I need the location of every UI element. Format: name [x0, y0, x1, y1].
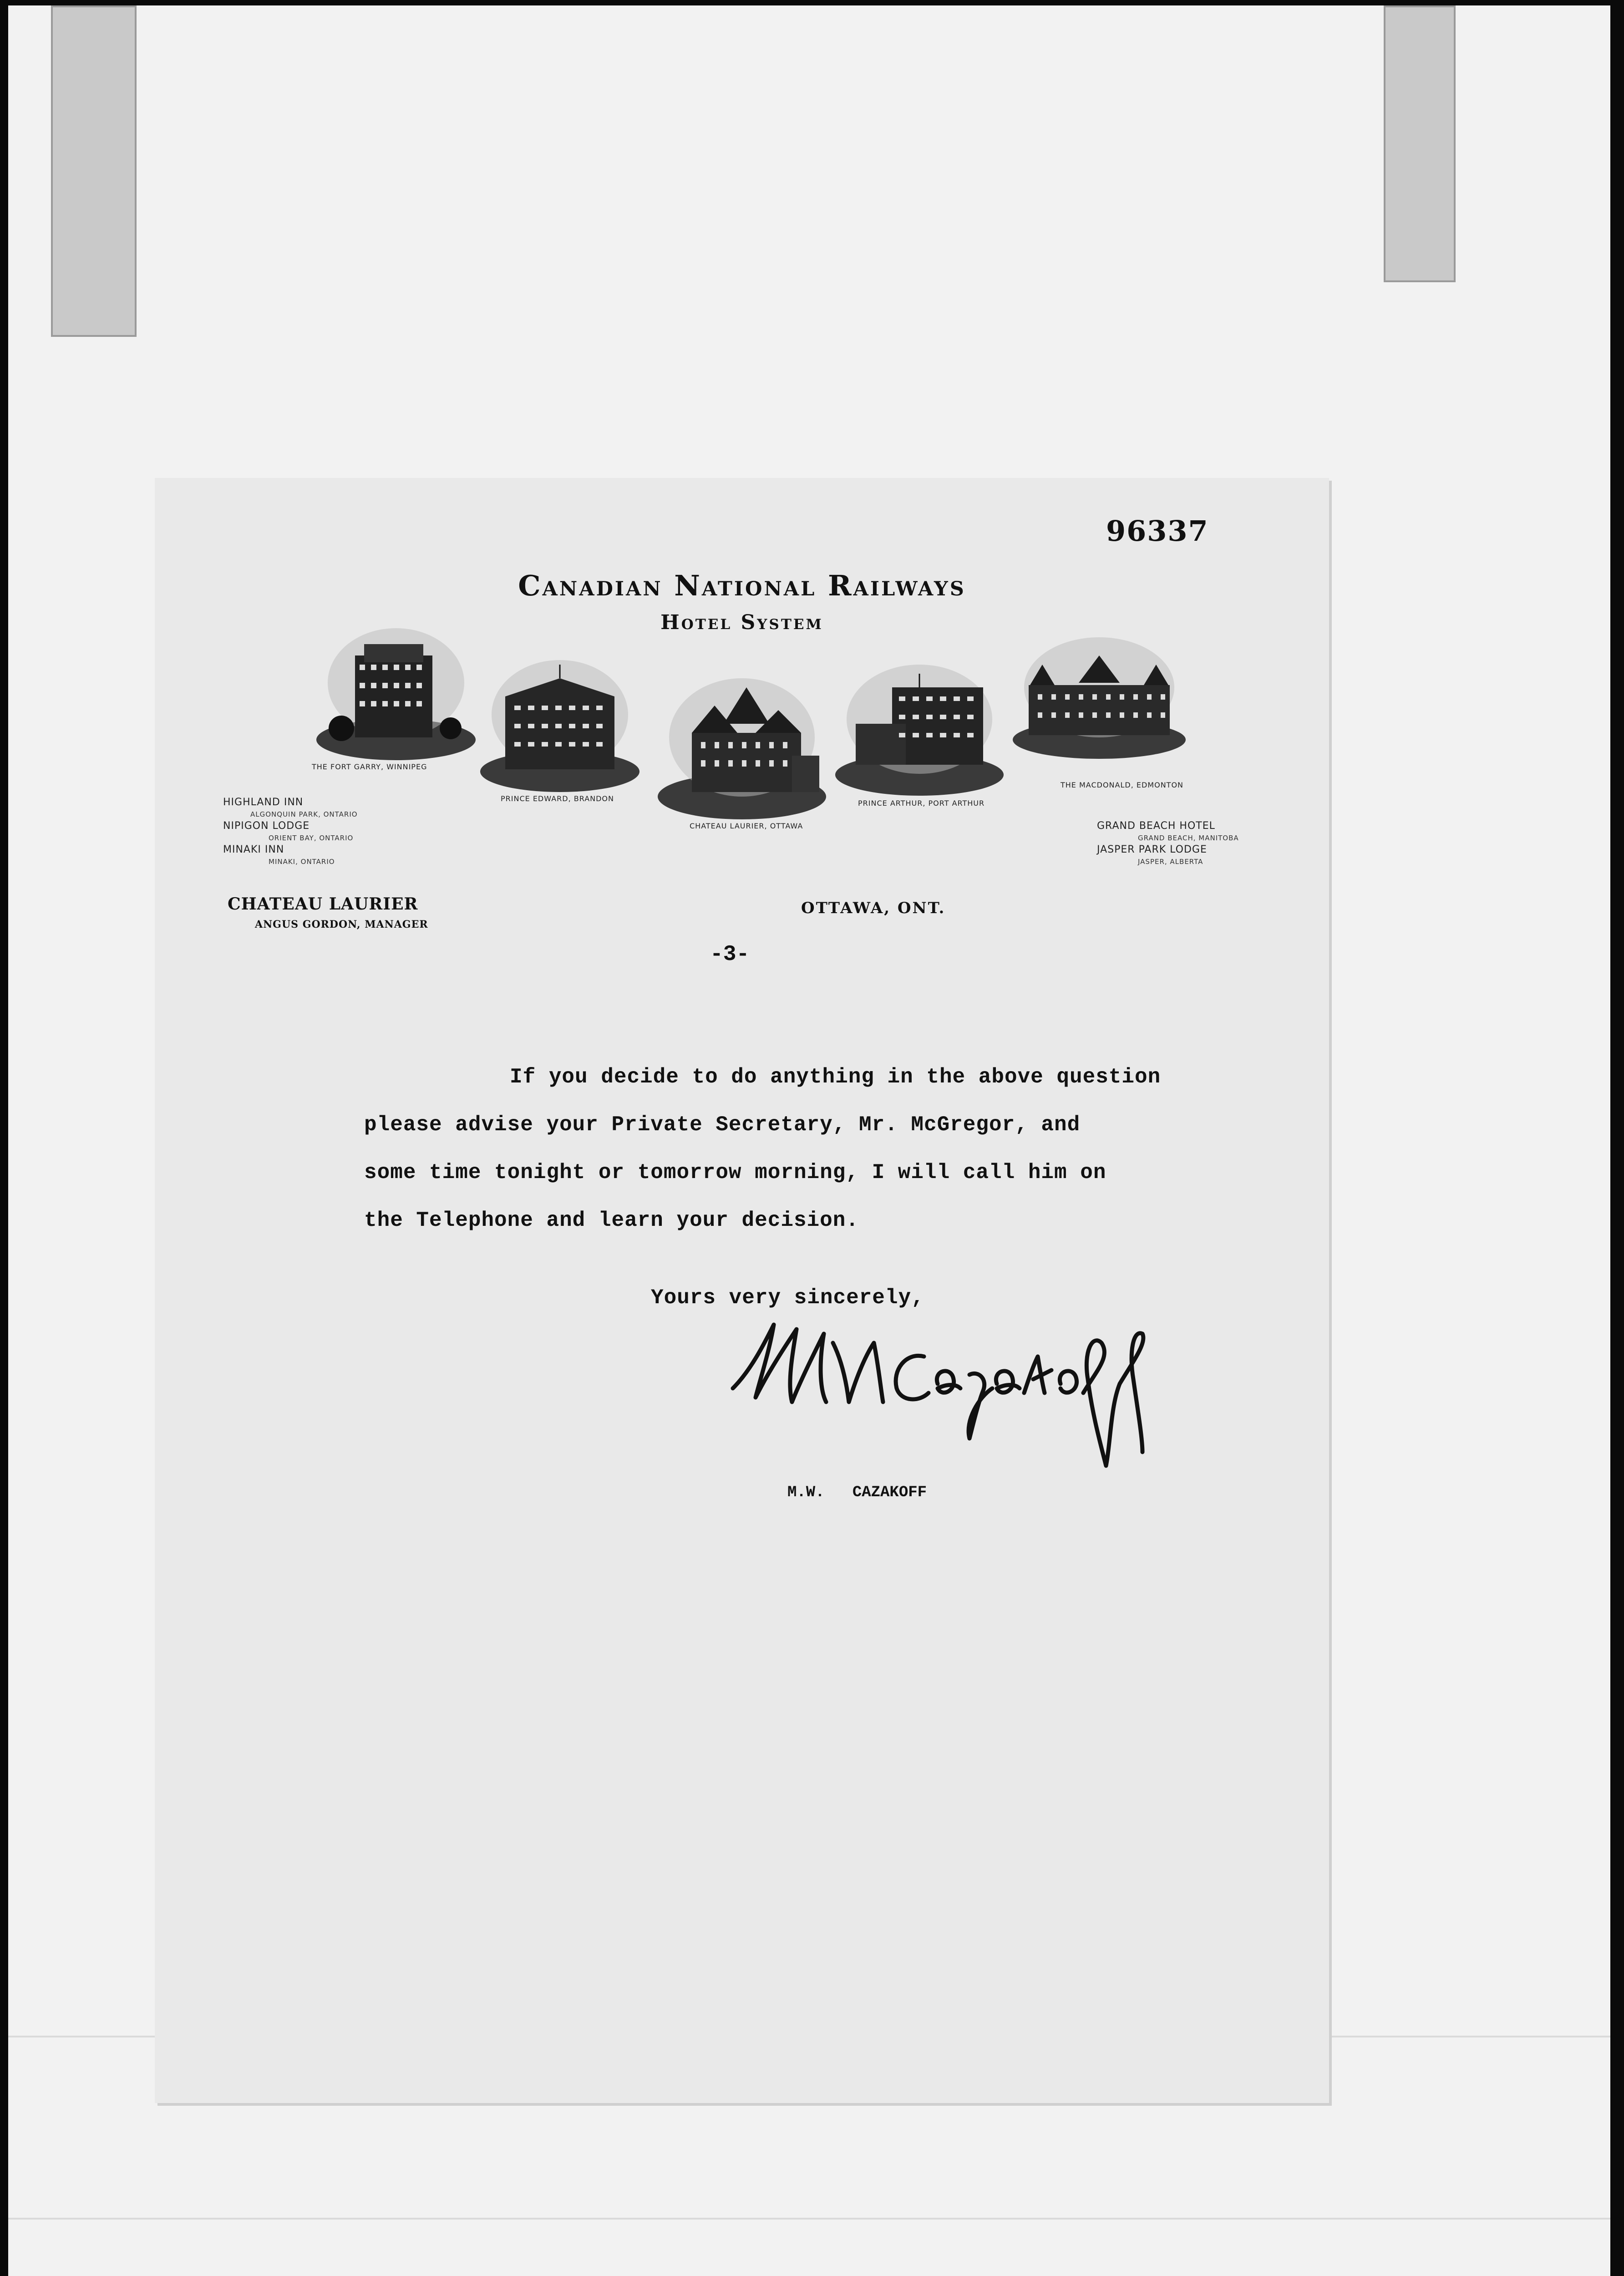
hotel-list-name: NIPIGON LODGE: [223, 820, 310, 832]
letterhead-company: Canadian National Railways: [518, 569, 966, 602]
building-illustration: [1010, 633, 1188, 760]
city-line: OTTAWA, ONT.: [801, 899, 946, 917]
typed-signatory-name: M.W. CAZAKOFF: [787, 1484, 927, 1501]
building-illustration: [655, 669, 828, 819]
vignette-caption: PRINCE ARTHUR, PORT ARTHUR: [858, 799, 985, 808]
tape-strip-right: [1384, 5, 1456, 282]
body-line: please advise your Private Secretary, Mr. McGregor, and: [364, 1113, 1081, 1137]
building-illustration: [478, 655, 642, 792]
vignette-caption: PRINCE EDWARD, BRANDON: [501, 794, 614, 803]
hotel-list-name: GRAND BEACH HOTEL: [1097, 820, 1215, 832]
hotel-list-location: JASPER, ALBERTA: [1138, 858, 1203, 866]
handwritten-signature: [724, 1316, 1224, 1479]
vignette-caption: CHATEAU LAURIER, OTTAWA: [690, 822, 803, 830]
hotel-list-name: HIGHLAND INN: [223, 797, 304, 808]
hotel-vignette: [655, 669, 828, 819]
vignette-caption: THE MACDONALD, EDMONTON: [1061, 781, 1184, 789]
letterhead-system: Hotel System: [660, 611, 823, 634]
vignette-caption: THE FORT GARRY, WINNIPEG: [312, 762, 427, 771]
body-line: the Telephone and learn your decision.: [364, 1209, 859, 1232]
hotel-list-location: GRAND BEACH, MANITOBA: [1138, 834, 1239, 842]
page-number: -3-: [710, 942, 750, 967]
hotel-list-location: ORIENT BAY, ONTARIO: [269, 834, 354, 842]
document-number: 96337: [1106, 514, 1209, 548]
hotel-list-location: MINAKI, ONTARIO: [269, 858, 335, 866]
body-line: some time tonight or tomorrow morning, I will call him on: [364, 1161, 1106, 1184]
hotel-heading: CHATEAU LAURIER: [228, 894, 418, 914]
closing-line: Yours very sincerely,: [651, 1286, 924, 1310]
manager-line: ANGUS GORDON, MANAGER: [255, 919, 428, 930]
board-crease: [8, 2218, 1610, 2220]
hotel-vignette: [314, 628, 478, 760]
hotel-vignette: [478, 655, 642, 792]
body-line: If you decide to do anything in the above question: [510, 1065, 1161, 1089]
hotel-list-location: ALGONQUIN PARK, ONTARIO: [250, 810, 358, 818]
hotel-vignette: [833, 655, 1006, 797]
hotel-vignette: [1010, 633, 1188, 760]
hotel-list-name: JASPER PARK LODGE: [1097, 844, 1207, 855]
building-illustration: [833, 655, 1006, 797]
letter-sheet: [155, 478, 1329, 2103]
tape-strip-left: [51, 5, 137, 337]
hotel-list-name: MINAKI INN: [223, 844, 284, 855]
building-illustration: [314, 628, 478, 760]
